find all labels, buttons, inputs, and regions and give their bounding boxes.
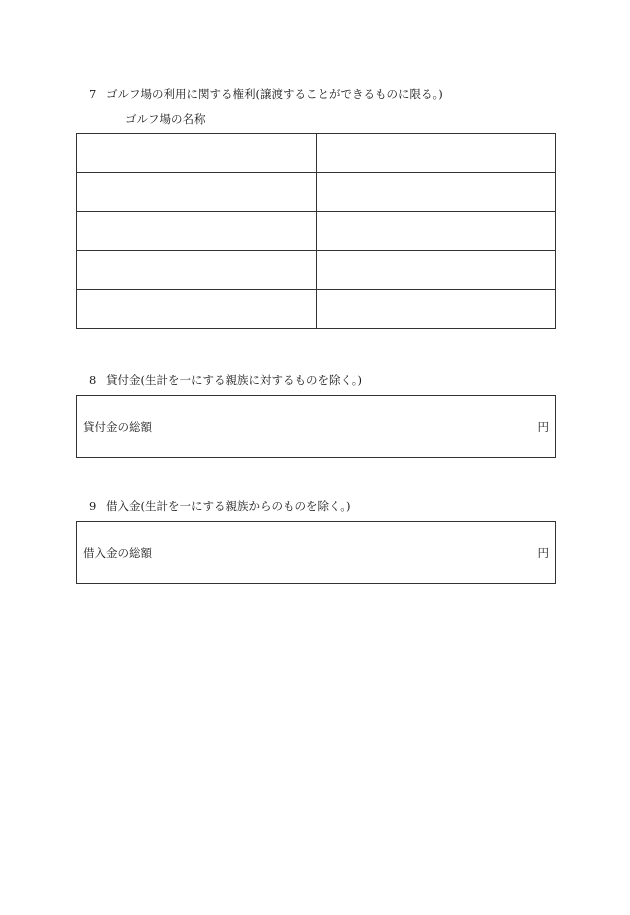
yen-unit: 円 [537, 546, 549, 560]
golf-cell[interactable] [77, 134, 317, 173]
golf-cell[interactable] [316, 173, 556, 212]
section-9-heading [89, 498, 351, 514]
yen-unit: 円 [537, 420, 549, 434]
section-7-title: ゴルフ場の利用に関する権利(譲渡することができるものに限る。) [106, 87, 443, 101]
golf-cell[interactable] [316, 290, 556, 329]
table-row [77, 212, 556, 251]
table-row [77, 173, 556, 212]
golf-cell[interactable] [77, 212, 317, 251]
borrowings-total-box[interactable] [76, 521, 556, 584]
section-8-heading [89, 372, 362, 388]
golf-course-name-label: ゴルフ場の名称 [125, 112, 206, 126]
borrowings-total-label: 借入金の総額 [83, 546, 152, 560]
section-9-number: 9 [89, 499, 97, 513]
golf-cell[interactable] [77, 173, 317, 212]
golf-cell[interactable] [316, 134, 556, 173]
section-8-title: 貸付金(生計を一にする親族に対するものを除く。) [106, 373, 362, 387]
section-9-title: 借入金(生計を一にする親族からのものを除く。) [106, 499, 351, 513]
section-7-number: 7 [89, 87, 97, 101]
golf-cell[interactable] [316, 251, 556, 290]
loan-receivable-total-label: 貸付金の総額 [83, 420, 152, 434]
golf-cell[interactable] [316, 212, 556, 251]
table-row [77, 290, 556, 329]
golf-cell[interactable] [77, 290, 317, 329]
golf-cell[interactable] [77, 251, 317, 290]
loan-receivable-total-box[interactable] [76, 395, 556, 458]
table-row [77, 251, 556, 290]
table-row [77, 134, 556, 173]
golf-course-table [76, 133, 556, 329]
section-7-heading [89, 86, 443, 102]
section-8-number: 8 [89, 373, 97, 387]
